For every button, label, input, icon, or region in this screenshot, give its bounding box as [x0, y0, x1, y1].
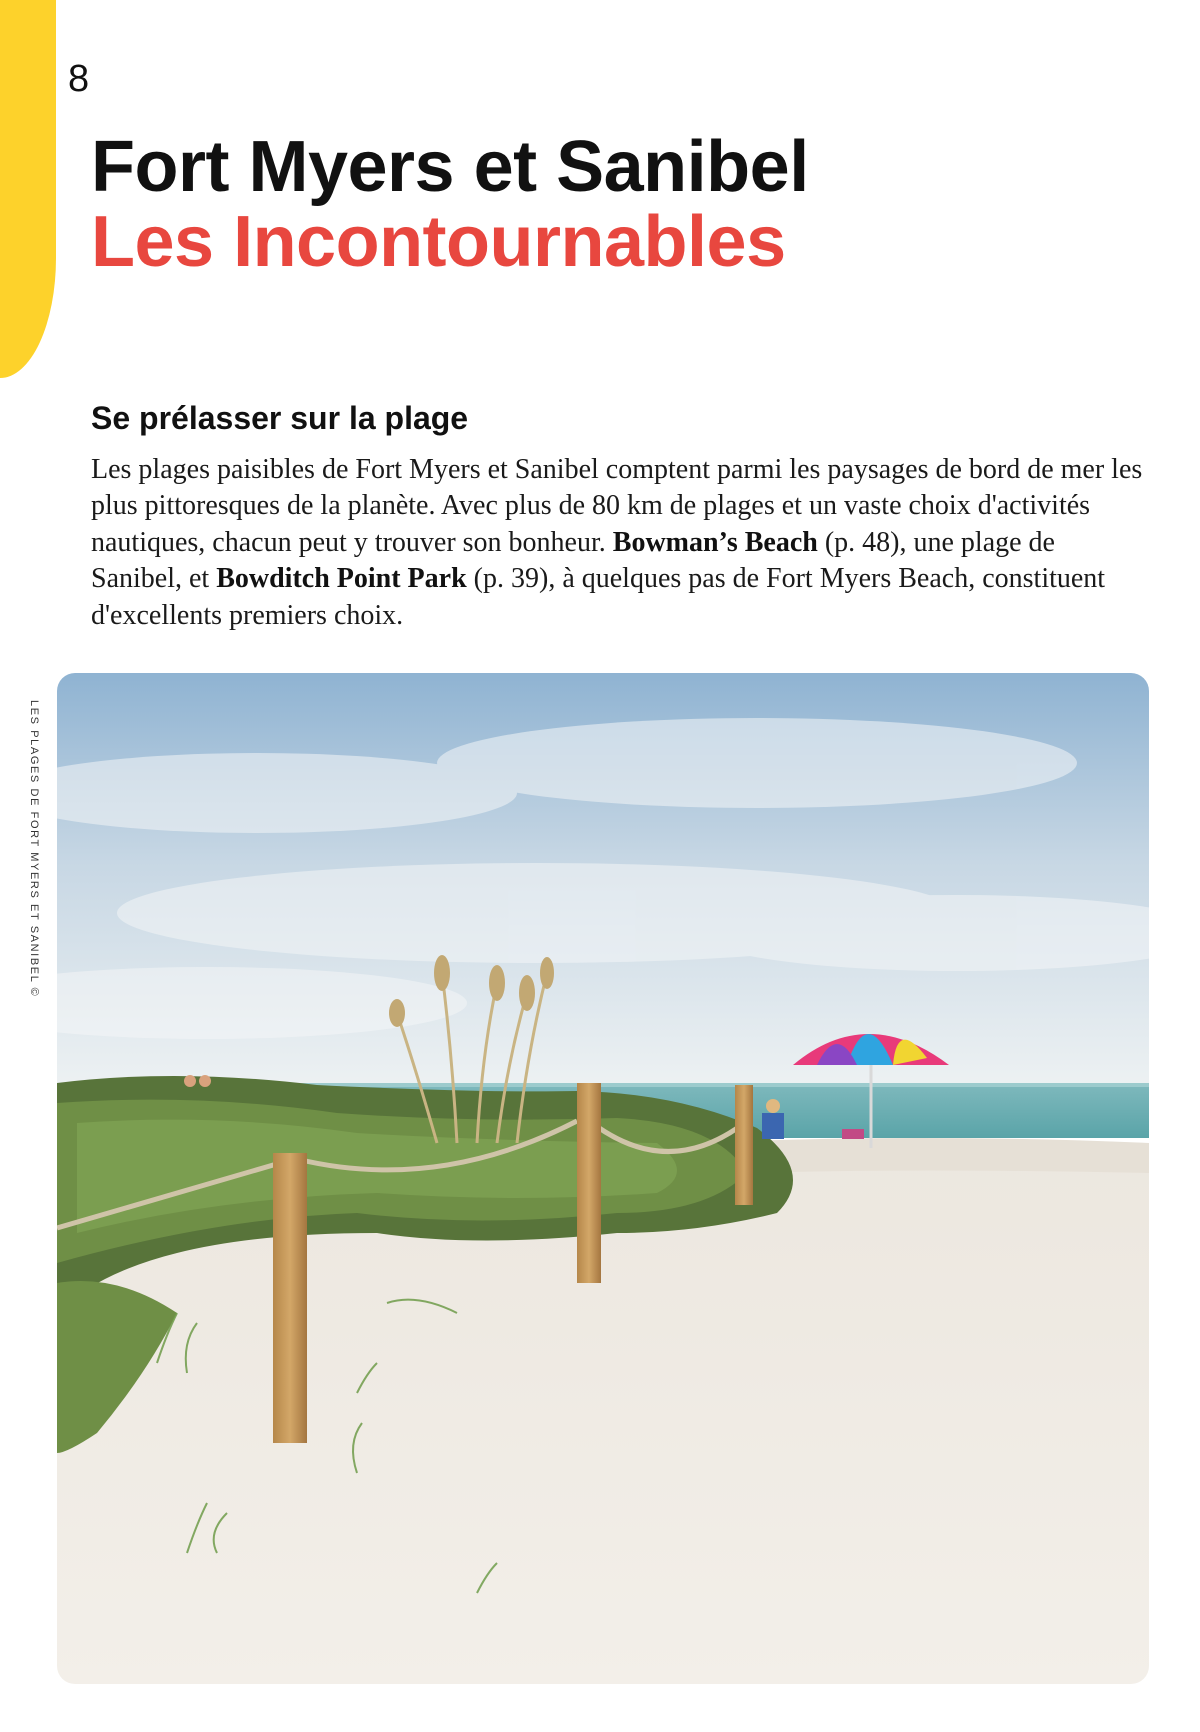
page-number: 8: [68, 58, 90, 100]
beach-photo: [57, 673, 1149, 1684]
place-name-bowmans-beach: Bowman’s Beach: [612, 526, 818, 558]
body-text-intro: Les plages paisibles de Fort Myers et Sanibel comptent parmi les paysages de bord de mer les plus pittoresques de la planète. Avec plus de 80 km de plages et un vaste choix d'activités nautiques, chacun peut y trouver son bonheur.: [91, 454, 1143, 558]
chapter-tab: [0, 0, 56, 378]
section-body: [91, 452, 1151, 634]
photo-credit-text: LES PLAGES DE FORT MYERS ET SANIBEL ©: [28, 700, 40, 998]
section-heading: Se prélasser sur la plage: [91, 400, 469, 436]
photo-credit: [26, 700, 46, 1000]
page-subtitle: Les Incontournables: [91, 202, 786, 282]
page-reference: (p. 39), à quelques pas de Fort Myers Beach, constituent d'excellents premiers choix.: [91, 563, 1106, 631]
page-title: Fort Myers et Sanibel: [91, 127, 809, 207]
page-reference: (p. 48), une plage de Sanibel, et: [91, 526, 1055, 595]
place-name-bowditch-point-park: Bowditch Point Park: [216, 563, 467, 595]
